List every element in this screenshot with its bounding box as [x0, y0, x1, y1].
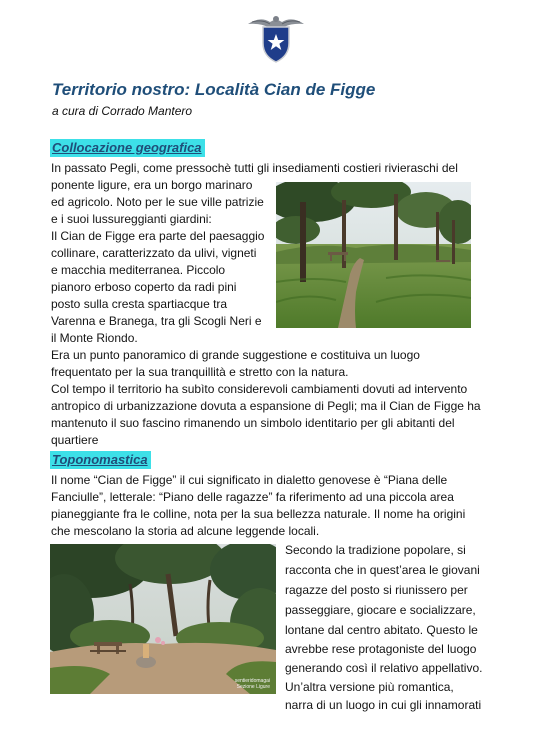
- section-heading-collocazione: Collocazione geografica: [50, 139, 205, 157]
- photo-watermark: sentieridomagai Sezione Ligure: [234, 678, 270, 690]
- paragraph-line: avrebbe rese protagoniste del luogo: [285, 642, 477, 656]
- paragraph-line: racconta che in quest’area le giovani: [285, 563, 480, 577]
- paragraph-line: che mescolano la storia ad alcune leggende locali.: [51, 524, 320, 538]
- cai-logo-icon: [246, 10, 306, 64]
- paragraph-line: passeggiare, giocare e socializzare,: [285, 603, 476, 617]
- paragraph-line: ragazze del posto si riunissero per: [285, 583, 468, 597]
- paragraph-line: collinare, caratterizzato da ulivi, vigneti: [51, 246, 257, 260]
- page-title: Territorio nostro: Località Cian de Figge: [52, 80, 376, 99]
- author-line: a cura di Corrado Mantero: [52, 104, 193, 118]
- paragraph-line: e macchia mediterranea. Piccolo: [51, 263, 226, 277]
- paragraph-line: narra di un luogo in cui gli innamorati: [285, 698, 482, 712]
- paragraph-line: lontane dal centro abitato. Questo le: [285, 623, 478, 637]
- paragraph-line: Era un punto panoramico di grande suggestione e costituiva un luogo: [51, 348, 420, 362]
- paragraph-line: ed agricolo. Noto per le sue ville patrizie: [51, 195, 264, 209]
- paragraph-line: Un’altra versione più romantica,: [285, 680, 454, 694]
- paragraph-line: ponente ligure, era un borgo marinaro: [51, 178, 253, 192]
- paragraph-line: mantenuto il suo fascino rimanendo un simbolo identitario per gli abitanti del: [51, 416, 455, 430]
- paragraph-line: pianoro erboso coperto da radi pini: [51, 280, 237, 294]
- paragraph-line: Il Cian de Figge era parte del paesaggio: [51, 229, 265, 243]
- paragraph-line: il Monte Riondo.: [51, 331, 138, 345]
- paragraph-line: Fanciulle”, letterale: “Piano delle ragazze” fa riferimento ad una piccola area: [51, 490, 454, 504]
- meadow-pines-photo: [276, 182, 471, 328]
- paragraph-line: generando così il relativo appellativo.: [285, 661, 483, 675]
- clearing-picnic-photo: [50, 544, 276, 694]
- paragraph-line: pianeggiante fra le colline, nota per la sua bellezza naturale. Il nome ha origini: [51, 507, 466, 521]
- paragraph-line: In passato Pegli, come pressochè tutti gli insediamenti costieri rivieraschi del: [51, 161, 458, 175]
- paragraph-line: frequentato per la sua tranquillità e stretto con la natura.: [51, 365, 349, 379]
- paragraph-line: Col tempo il territorio ha subìto considerevoli cambiamenti dovuti ad intervento: [51, 382, 468, 396]
- paragraph-line: e i suoi lussureggianti giardini:: [51, 212, 212, 226]
- paragraph-line: posto sulla cresta spartiacque tra: [51, 297, 228, 311]
- paragraph-line: Il nome “Cian de Figge” il cui significato in dialetto genovese è “Piana delle: [51, 473, 448, 487]
- section-heading-toponomastica: Toponomastica: [50, 451, 151, 469]
- paragraph-line: Secondo la tradizione popolare, si: [285, 543, 466, 557]
- paragraph-line: Varenna e Branega, tra gli Scogli Neri e: [51, 314, 262, 328]
- paragraph-line: quartiere: [51, 433, 99, 447]
- paragraph-line: antropico di urbanizzazione dovuta a espansione di Pegli; ma il Cian de Figge ha: [51, 399, 481, 413]
